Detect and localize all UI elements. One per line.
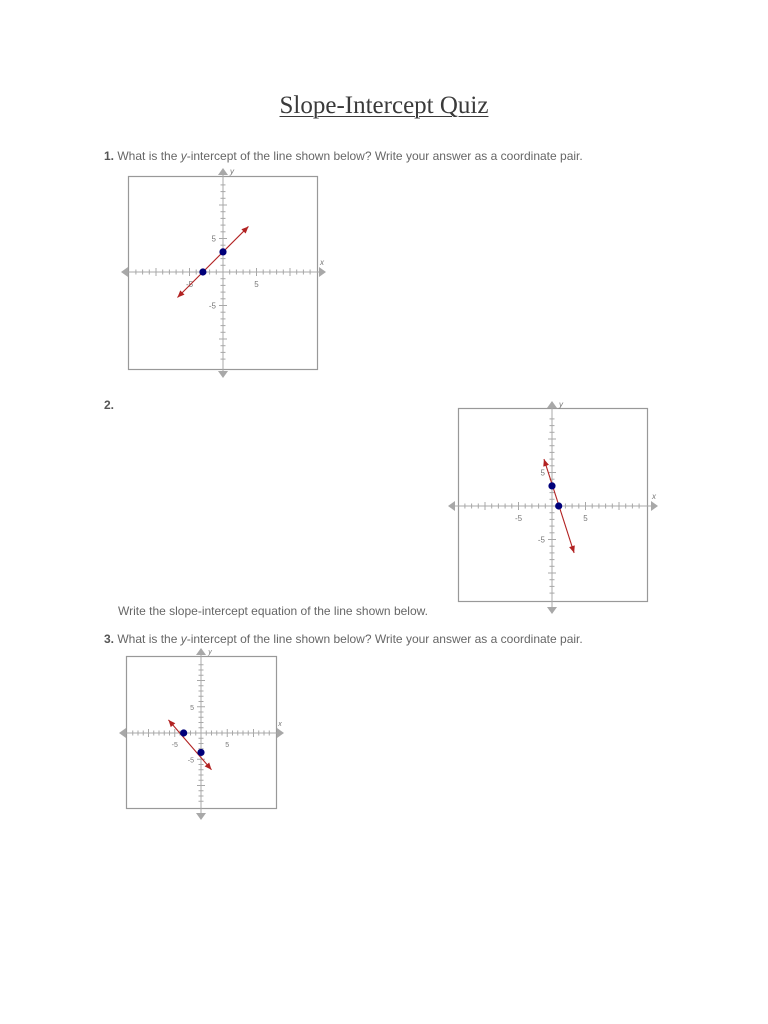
graph-2: [448, 397, 662, 614]
y-tick-label-5: 5: [540, 468, 545, 478]
y-axis-up-arrow: [196, 648, 206, 655]
question-3-variable: y: [180, 632, 187, 646]
x-axis-right-arrow: [277, 728, 284, 738]
question-2-number: 2.: [104, 398, 115, 412]
graph-point-2: [197, 749, 204, 756]
graph-point-1: [219, 248, 226, 255]
x-axis-left-arrow: [121, 267, 128, 277]
y-axis-label: y: [208, 649, 212, 656]
graph-3: [118, 646, 286, 820]
question-3-number: 3.: [104, 632, 115, 646]
x-axis-label: x: [278, 721, 282, 728]
question-1-text-before: What is the: [117, 149, 181, 163]
y-axis-label: y: [559, 400, 563, 409]
question-2-number-row: [104, 398, 114, 412]
question-1: [104, 149, 583, 163]
y-tick-label-neg5: -5: [208, 301, 216, 311]
x-axis-right-arrow: [319, 267, 326, 277]
question-2-instruction: Write the slope-intercept equation of the line shown below.: [118, 604, 428, 618]
page-title: Slope-Intercept Quiz: [279, 92, 489, 119]
x-tick-label-5: 5: [583, 514, 588, 523]
x-axis-right-arrow: [651, 501, 658, 511]
question-3-text-before: What is the: [117, 632, 181, 646]
graph-point-1: [548, 482, 555, 489]
y-tick-label-5: 5: [211, 234, 216, 244]
y-axis-down-arrow: [218, 371, 228, 378]
graph-point-1: [180, 729, 187, 736]
x-axis-left-arrow: [119, 728, 126, 738]
x-axis-left-arrow: [448, 501, 455, 511]
y-tick-label-neg5: -5: [537, 535, 545, 545]
x-tick-label-5: 5: [254, 280, 259, 289]
question-1-number: 1.: [104, 149, 115, 163]
y-axis-label: y: [230, 167, 234, 176]
y-axis-up-arrow: [547, 401, 557, 408]
x-tick-label-neg5: -5: [514, 514, 523, 523]
question-1-variable: y: [180, 149, 187, 163]
graph-point-2: [555, 502, 562, 509]
graph-1: [116, 164, 332, 380]
question-3: [104, 632, 583, 646]
x-tick-label-neg5: -5: [171, 742, 178, 749]
x-axis-label: x: [320, 258, 324, 267]
y-axis-down-arrow: [196, 813, 206, 820]
x-tick-label-neg5: -5: [185, 280, 194, 289]
y-axis-down-arrow: [547, 607, 557, 614]
question-3-text-after: -intercept of the line shown below? Write your answer as a coordinate pair.: [186, 632, 583, 646]
x-axis-label: x: [652, 492, 656, 501]
x-tick-label-5: 5: [225, 742, 230, 749]
y-axis-up-arrow: [218, 168, 228, 175]
graph-point-2: [199, 268, 206, 275]
y-tick-label-neg5: -5: [187, 757, 194, 765]
question-1-text-after: -intercept of the line shown below? Write your answer as a coordinate pair.: [186, 149, 583, 163]
y-tick-label-5: 5: [190, 704, 194, 712]
